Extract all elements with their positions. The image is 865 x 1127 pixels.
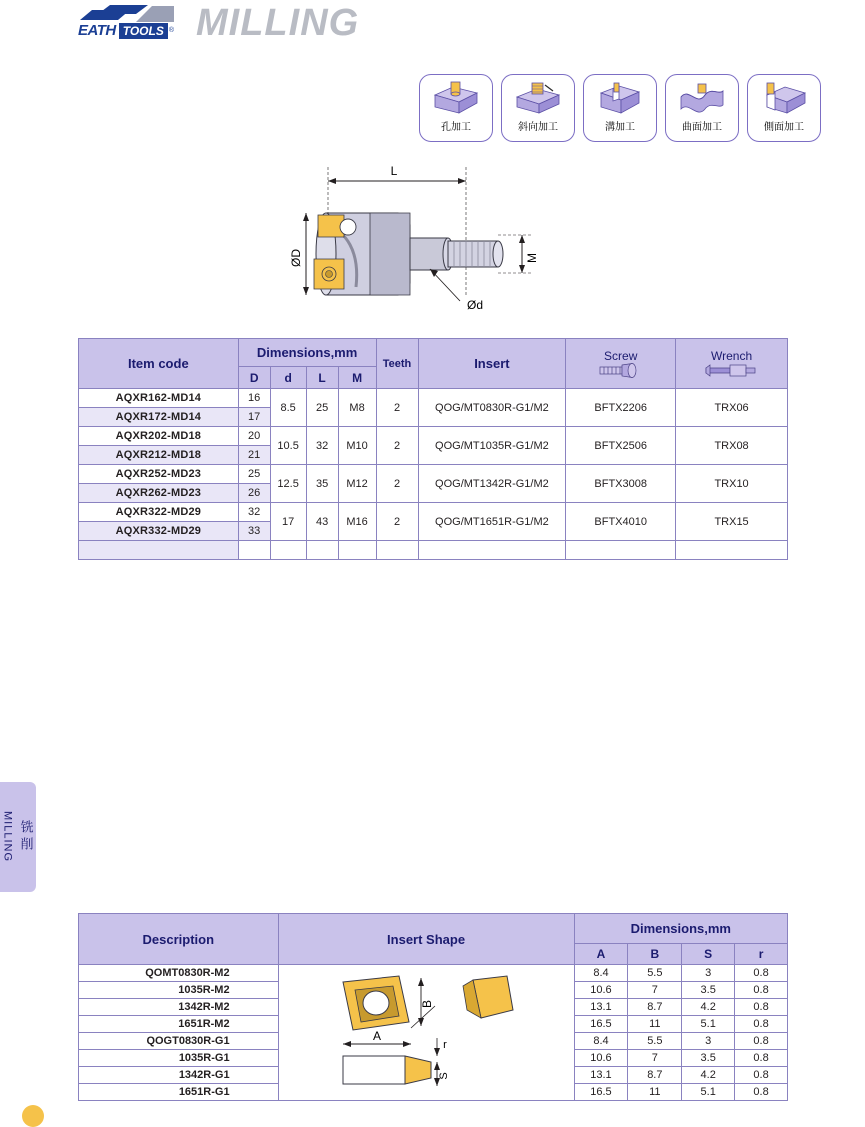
filler-cell-d <box>270 541 306 560</box>
cell-S: 3 <box>682 1033 735 1050</box>
cell-A: 13.1 <box>574 1067 628 1084</box>
cell-L: 43 <box>306 503 338 541</box>
cell-A: 16.5 <box>574 1084 628 1101</box>
cell-d: 8.5 <box>270 389 306 427</box>
cell-A: 10.6 <box>574 1050 628 1067</box>
cell-r: 0.8 <box>735 965 788 982</box>
cell-S: 4.2 <box>682 1067 735 1084</box>
cell-d: 10.5 <box>270 427 306 465</box>
wrench-icon <box>704 363 760 378</box>
header-insert-r: r <box>735 944 788 965</box>
cell-description: QOMT0830R-M2 <box>79 965 279 982</box>
filler-cell-M <box>338 541 376 560</box>
cell-B: 11 <box>628 1016 682 1033</box>
side-machining-graphic <box>757 81 811 115</box>
cell-screw: BFTX2506 <box>566 427 676 465</box>
cell-screw: BFTX4010 <box>566 503 676 541</box>
filler-cell-wrench <box>676 541 788 560</box>
cell-wrench: TRX06 <box>676 389 788 427</box>
table-row <box>79 965 788 982</box>
table-row <box>79 503 788 522</box>
cell-description: 1651R-G1 <box>79 1084 279 1101</box>
cell-item-code: AQXR252-MD23 <box>79 465 239 484</box>
cell-item-code: AQXR162-MD14 <box>79 389 239 408</box>
dimension-label-OD: ØD <box>289 249 303 267</box>
cell-D: 25 <box>238 465 270 484</box>
cell-description: 1035R-G1 <box>79 1050 279 1067</box>
cell-item-code: AQXR202-MD18 <box>79 427 239 446</box>
cell-M: M16 <box>338 503 376 541</box>
header-insert: Insert <box>418 339 566 389</box>
filler-cell-L <box>306 541 338 560</box>
surface-machining-graphic <box>675 81 729 115</box>
header-teeth: Teeth <box>376 339 418 389</box>
page-header <box>0 0 865 52</box>
cell-S: 3.5 <box>682 1050 735 1067</box>
dimension-label-M: M <box>525 253 539 263</box>
cell-screw: BFTX2206 <box>566 389 676 427</box>
cell-B: 8.7 <box>628 999 682 1016</box>
cell-D: 21 <box>238 446 270 465</box>
header-description: Description <box>79 914 279 965</box>
header-wrench-label: Wrench <box>710 349 753 363</box>
cell-D: 32 <box>238 503 270 522</box>
header-dim-M: M <box>338 367 376 389</box>
surface-machining-icon <box>665 74 739 142</box>
filler-cell-item-code <box>79 541 239 560</box>
table-row <box>79 427 788 446</box>
cell-r: 0.8 <box>735 1016 788 1033</box>
header-insert-shape: Insert Shape <box>278 914 574 965</box>
ramping-graphic <box>511 81 565 115</box>
cell-B: 5.5 <box>628 1033 682 1050</box>
logo-arrow-icon <box>78 4 178 24</box>
filler-cell-insert <box>418 541 566 560</box>
cell-insert: QOG/MT1342R-G1/M2 <box>418 465 566 503</box>
header-dim-d: d <box>270 367 306 389</box>
cell-L: 35 <box>306 465 338 503</box>
side-tab-label-cn: 铣削 <box>17 820 33 854</box>
cell-S: 4.2 <box>682 999 735 1016</box>
cell-insert: QOG/MT0830R-G1/M2 <box>418 389 566 427</box>
shape-label-B: B <box>420 999 435 1009</box>
header-screw <box>566 339 676 389</box>
shape-label-A: A <box>373 1029 382 1043</box>
logo-tools-text: TOOLS <box>119 23 168 39</box>
header-insert-dimensions: Dimensions,mm <box>574 914 787 944</box>
cell-item-code: AQXR322-MD29 <box>79 503 239 522</box>
cell-r: 0.8 <box>735 999 788 1016</box>
cell-wrench: TRX10 <box>676 465 788 503</box>
cell-teeth: 2 <box>376 389 418 427</box>
insert-table-body <box>79 965 788 1101</box>
cell-item-code: AQXR172-MD14 <box>79 408 239 427</box>
header-dimensions: Dimensions,mm <box>238 339 376 367</box>
cell-teeth: 2 <box>376 427 418 465</box>
filler-cell-screw <box>566 541 676 560</box>
cell-r: 0.8 <box>735 982 788 999</box>
cell-S: 5.1 <box>682 1084 735 1101</box>
company-logo <box>78 4 198 40</box>
cell-r: 0.8 <box>735 1033 788 1050</box>
cell-d: 17 <box>270 503 306 541</box>
header-insert-B: B <box>628 944 682 965</box>
side-machining-caption: 側面加工 <box>764 122 804 133</box>
header-screw-label: Screw <box>604 349 638 363</box>
table-row <box>79 389 788 408</box>
cell-item-code: AQXR212-MD18 <box>79 446 239 465</box>
cell-r: 0.8 <box>735 1067 788 1084</box>
cell-wrench: TRX08 <box>676 427 788 465</box>
ramping-caption: 斜向加工 <box>518 122 558 133</box>
hole-machining-icon <box>419 74 493 142</box>
surface-machining-caption: 曲面加工 <box>682 122 722 133</box>
cell-S: 5.1 <box>682 1016 735 1033</box>
cell-d: 12.5 <box>270 465 306 503</box>
filler-cell-teeth <box>376 541 418 560</box>
item-code-table-body <box>79 389 788 560</box>
cell-L: 25 <box>306 389 338 427</box>
page-number-badge <box>22 1105 44 1127</box>
shape-label-S: S <box>438 1072 451 1080</box>
cell-insert: QOG/MT1651R-G1/M2 <box>418 503 566 541</box>
cell-A: 10.6 <box>574 982 628 999</box>
hole-machining-caption: 孔加工 <box>441 122 471 133</box>
cell-M: M8 <box>338 389 376 427</box>
side-tab-label-en: MILLING <box>1 811 14 863</box>
cell-item-code: AQXR332-MD29 <box>79 522 239 541</box>
slotting-graphic <box>593 81 647 115</box>
cell-L: 32 <box>306 427 338 465</box>
cell-B: 8.7 <box>628 1067 682 1084</box>
cell-description: QOGT0830R-G1 <box>79 1033 279 1050</box>
cell-description: 1342R-G1 <box>79 1067 279 1084</box>
slotting-icon <box>583 74 657 142</box>
cell-description: 1651R-M2 <box>79 1016 279 1033</box>
table-filler-row <box>79 541 788 560</box>
ramping-icon <box>501 74 575 142</box>
cell-wrench: TRX15 <box>676 503 788 541</box>
slotting-caption: 溝加工 <box>605 122 635 133</box>
cell-r: 0.8 <box>735 1050 788 1067</box>
logo-registered-mark: ® <box>168 27 175 34</box>
dimension-label-L: L <box>390 164 398 178</box>
insert-dimension-table <box>78 913 788 1101</box>
cell-D: 26 <box>238 484 270 503</box>
cell-S: 3.5 <box>682 982 735 999</box>
logo-eath-text: EATH <box>78 22 116 39</box>
hole-machining-graphic <box>429 81 483 115</box>
cell-D: 16 <box>238 389 270 408</box>
table-row <box>79 465 788 484</box>
cell-teeth: 2 <box>376 465 418 503</box>
cell-A: 8.4 <box>574 1033 628 1050</box>
cell-A: 13.1 <box>574 999 628 1016</box>
cell-D: 20 <box>238 427 270 446</box>
cell-D: 33 <box>238 522 270 541</box>
side-machining-icon <box>747 74 821 142</box>
application-icon-row <box>419 74 821 142</box>
section-side-tab <box>0 782 36 892</box>
cell-B: 5.5 <box>628 965 682 982</box>
end-mill-diagram <box>270 155 600 335</box>
product-drawing <box>270 155 600 335</box>
header-wrench <box>676 339 788 389</box>
page-title: MILLING <box>196 2 360 44</box>
item-code-table <box>78 338 788 560</box>
cell-insert: QOG/MT1035R-G1/M2 <box>418 427 566 465</box>
cell-insert-shape-diagram <box>278 965 574 1101</box>
cell-r: 0.8 <box>735 1084 788 1101</box>
cell-item-code: AQXR262-MD23 <box>79 484 239 503</box>
cell-teeth: 2 <box>376 503 418 541</box>
cell-D: 17 <box>238 408 270 427</box>
cell-M: M10 <box>338 427 376 465</box>
cell-A: 8.4 <box>574 965 628 982</box>
cell-M: M12 <box>338 465 376 503</box>
dimension-label-Od: Ød <box>466 298 484 312</box>
cell-B: 7 <box>628 982 682 999</box>
cell-description: 1035R-M2 <box>79 982 279 999</box>
insert-shape-diagram <box>281 966 571 1096</box>
cell-B: 7 <box>628 1050 682 1067</box>
header-dim-D: D <box>238 367 270 389</box>
cell-description: 1342R-M2 <box>79 999 279 1016</box>
cell-S: 3 <box>682 965 735 982</box>
shape-label-r: r <box>443 1039 447 1051</box>
header-insert-A: A <box>574 944 628 965</box>
filler-cell-D <box>238 541 270 560</box>
header-insert-S: S <box>682 944 735 965</box>
header-dim-L: L <box>306 367 338 389</box>
cell-screw: BFTX3008 <box>566 465 676 503</box>
cell-A: 16.5 <box>574 1016 628 1033</box>
cell-B: 11 <box>628 1084 682 1101</box>
screw-icon <box>598 363 644 378</box>
header-item-code: Item code <box>79 339 239 389</box>
